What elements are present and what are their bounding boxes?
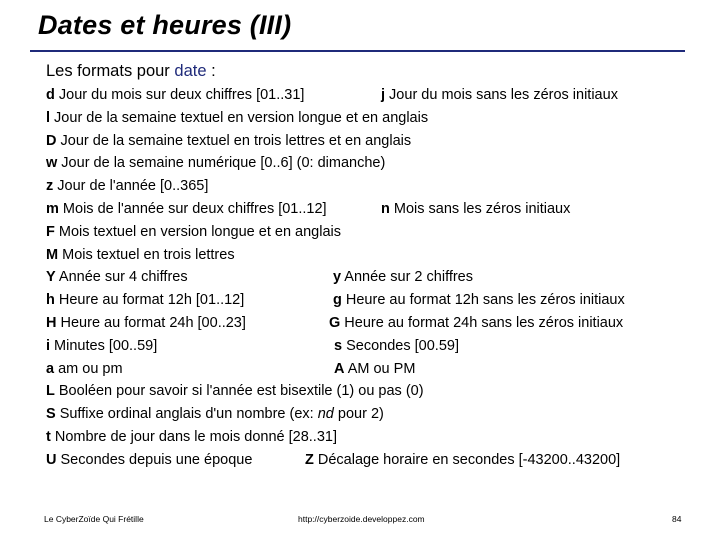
format-desc: Mois textuel en trois lettres (58, 246, 235, 263)
page-number: 84 (672, 514, 682, 524)
format-item (46, 361, 123, 377)
format-row (46, 133, 686, 156)
format-desc: Nombre de jour dans le mois donné [28..31] (50, 428, 337, 445)
format-desc: Année sur 4 chiffres (55, 269, 188, 286)
format-desc: Heure au format 12h sans les zéros initiaux (341, 292, 625, 309)
format-item-secondary (381, 201, 570, 217)
format-code: D (46, 132, 57, 149)
format-desc: Jour de la semaine textuel en trois lettres et en anglais (56, 132, 412, 149)
format-item (46, 452, 252, 468)
format-desc: Secondes depuis une époque (56, 451, 253, 468)
format-desc: Secondes [00.59] (342, 337, 459, 354)
format-row (46, 452, 686, 475)
format-item-secondary (334, 361, 415, 377)
format-row (46, 201, 686, 224)
format-code: U (46, 451, 57, 468)
format-item-secondary (329, 315, 623, 331)
format-row (46, 383, 686, 406)
format-row (46, 224, 686, 247)
format-item (46, 292, 244, 308)
format-desc: Heure au format 24h [00..23] (56, 314, 246, 331)
format-desc: Jour de la semaine numérique [0..6] (0: dimanche) (57, 155, 386, 172)
slide-title: Dates et heures (III) (38, 10, 292, 40)
format-desc: Heure au format 12h [01..12] (54, 292, 245, 309)
format-code: Z (305, 451, 314, 468)
format-code: n (381, 200, 390, 217)
format-code: l (46, 109, 51, 126)
format-code: d (46, 87, 55, 103)
format-item (46, 383, 424, 399)
format-item (46, 315, 246, 331)
format-desc: Minutes [00..59] (50, 337, 158, 354)
format-item (46, 178, 208, 194)
format-example: nd (317, 406, 334, 423)
format-code: L (46, 383, 55, 400)
format-code: j (381, 87, 386, 103)
format-desc: Jour de la semaine textuel en version longue et en anglais (50, 109, 429, 126)
subtitle-suffix: : (206, 62, 216, 80)
format-row (46, 406, 686, 429)
format-code: y (333, 269, 342, 286)
format-item (46, 338, 157, 354)
format-desc: Suffixe ordinal anglais d'un nombre (ex: (55, 406, 318, 423)
format-row (46, 292, 686, 315)
format-code: G (329, 314, 341, 331)
format-code: g (333, 292, 342, 309)
format-code: F (46, 223, 55, 240)
format-list (46, 87, 686, 475)
format-code: m (46, 200, 59, 217)
format-desc: Booléen pour savoir si l'année est bisextile (1) ou pas (0) (54, 383, 424, 400)
format-code: i (46, 337, 51, 354)
format-desc: Jour du mois sur deux chiffres [01..31] (54, 87, 305, 103)
format-row (46, 155, 686, 178)
format-code: S (46, 406, 56, 423)
format-item (46, 155, 385, 171)
format-item (46, 133, 411, 149)
format-item-secondary (333, 269, 473, 285)
format-code: t (46, 428, 51, 445)
format-item (46, 406, 384, 422)
footer-author: Le CyberZoïde Qui Frétille (44, 514, 144, 524)
format-code: h (46, 292, 55, 309)
format-item-secondary (305, 452, 620, 468)
format-row (46, 429, 686, 452)
format-code: H (46, 314, 57, 331)
title-underline (30, 50, 685, 52)
format-desc: Année sur 2 chiffres (341, 269, 474, 286)
format-desc: Jour de l'année [0..365] (53, 178, 209, 195)
format-item (46, 247, 235, 263)
format-desc: Mois de l'année sur deux chiffres [01..12] (58, 200, 327, 217)
format-item (46, 224, 341, 240)
format-item (46, 110, 428, 126)
format-row (46, 269, 686, 292)
format-desc: AM ou PM (344, 360, 416, 377)
format-item-secondary (334, 338, 459, 354)
format-desc-tail: pour 2) (333, 406, 384, 423)
format-item-secondary (381, 87, 618, 103)
format-row (46, 110, 686, 133)
format-row (46, 338, 686, 361)
format-item (46, 429, 337, 445)
format-row (46, 361, 686, 384)
format-row (46, 178, 686, 201)
footer-url[interactable]: http://cyberzoide.developpez.com (298, 514, 425, 524)
format-row (46, 247, 686, 270)
format-desc: Jour du mois sans les zéros initiaux (385, 87, 618, 103)
format-code: A (334, 360, 345, 377)
format-code: M (46, 246, 59, 263)
format-row (46, 87, 686, 110)
format-desc: am ou pm (54, 360, 123, 377)
subtitle-keyword: date (174, 62, 207, 80)
format-desc: Heure au format 24h sans les zéros initiaux (340, 314, 624, 331)
format-code: s (334, 337, 343, 354)
format-item (46, 87, 304, 103)
format-code: Y (46, 269, 56, 286)
format-code: a (46, 360, 55, 377)
format-desc: Décalage horaire en secondes [-43200..43200] (313, 451, 621, 468)
format-item-secondary (333, 292, 625, 308)
subtitle (46, 62, 216, 81)
format-code: z (46, 178, 54, 195)
format-item (46, 201, 327, 217)
format-desc: Mois sans les zéros initiaux (389, 200, 571, 217)
format-desc: Mois textuel en version longue et en anglais (54, 223, 342, 240)
subtitle-prefix: Les formats pour (46, 62, 175, 80)
format-item (46, 269, 188, 285)
format-row (46, 315, 686, 338)
format-code: w (46, 155, 58, 172)
